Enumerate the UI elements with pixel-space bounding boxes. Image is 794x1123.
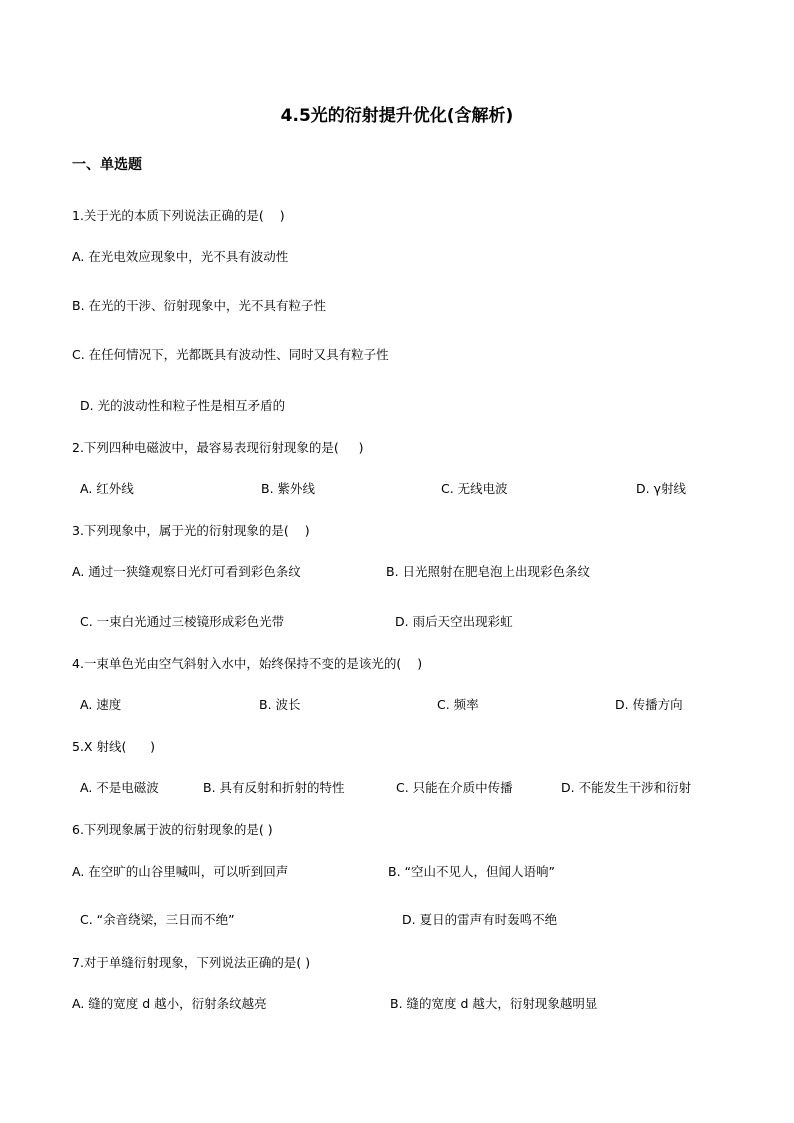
- question-2-option-a: A. 红外线: [80, 481, 134, 496]
- question-stem-4: 4.一束单色光由空气斜射入水中，始终保持不变的是该光的( ): [72, 656, 423, 671]
- question-1-option-a: A. 在光电效应现象中，光不具有波动性: [72, 249, 289, 264]
- question-7-option-a: A. 缝的宽度 d 越小，衍射条纹越亮: [72, 996, 267, 1011]
- question-7-option-b: B. 缝的宽度 d 越大，衍射现象越明显: [390, 996, 598, 1011]
- question-stem-3: 3.下列现象中，属于光的衍射现象的是( ): [72, 523, 310, 538]
- question-1-option-d: D. 光的波动性和粒子性是相互矛盾的: [80, 398, 286, 413]
- question-3-option-b: B. 日光照射在肥皂泡上出现彩色条纹: [386, 564, 591, 579]
- question-5-option-a: A. 不是电磁波: [80, 780, 159, 795]
- question-6-option-a: A. 在空旷的山谷里喊叫，可以听到回声: [72, 864, 289, 879]
- question-5-option-c: C. 只能在介质中传播: [396, 780, 513, 795]
- question-stem-5: 5.X 射线( ): [72, 739, 156, 754]
- question-4-option-c: C. 频率: [437, 697, 479, 712]
- question-3-option-a: A. 通过一狭缝观察日光灯可看到彩色条纹: [72, 564, 301, 579]
- question-3-option-d: D. 雨后天空出现彩虹: [395, 614, 513, 629]
- question-5-option-b: B. 具有反射和折射的特性: [203, 780, 345, 795]
- question-6-option-b: B. “空山不见人，但闻人语响”: [388, 864, 555, 879]
- question-2-option-d: D. γ射线: [636, 481, 686, 496]
- question-2-option-c: C. 无线电波: [441, 481, 508, 496]
- question-4-option-d: D. 传播方向: [615, 697, 683, 712]
- question-4-option-a: A. 速度: [80, 697, 122, 712]
- question-3-option-c: C. 一束白光通过三棱镜形成彩色光带: [80, 614, 285, 629]
- question-2-option-b: B. 紫外线: [261, 481, 316, 496]
- page-title: 4.5光的衍射提升优化(含解析): [280, 106, 514, 126]
- question-stem-2: 2.下列四种电磁波中，最容易表现衍射现象的是( ): [72, 440, 364, 455]
- question-6-option-c: C. “余音绕梁，三日而不绝”: [80, 912, 235, 927]
- question-1-option-b: B. 在光的干涉、衍射现象中，光不具有粒子性: [72, 298, 327, 313]
- question-stem-1: 1.关于光的本质下列说法正确的是( ): [72, 208, 285, 223]
- question-4-option-b: B. 波长: [259, 697, 301, 712]
- question-1-option-c: C. 在任何情况下，光都既具有波动性、同时又具有粒子性: [72, 347, 389, 362]
- section-heading: 一、单选题: [72, 157, 142, 173]
- question-5-option-d: D. 不能发生干涉和衍射: [561, 780, 692, 795]
- question-stem-7: 7.对于单缝衍射现象，下列说法正确的是( ): [72, 955, 311, 970]
- question-6-option-d: D. 夏日的雷声有时轰鸣不绝: [402, 912, 558, 927]
- question-stem-6: 6.下列现象属于波的衍射现象的是( ): [72, 822, 273, 837]
